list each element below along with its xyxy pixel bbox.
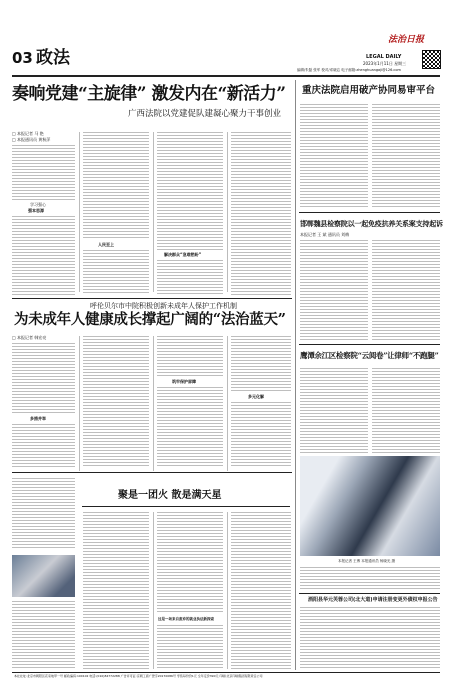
right-mid-headline: 邯郸魏县检察院以一起免疫抗养关系案支持起诉 [300,219,443,228]
editors-line: 编辑/朱磊 张军 校对/邓晓忘 电子邮箱:zhenghuangaji@126.com [297,68,401,72]
feature-photo [300,456,440,556]
page-number: 03 [12,49,33,67]
consumer-crosshead: 这是一场来自废弃的就业执法新探索 [158,617,214,621]
masthead-en: LEGAL DAILY [366,54,402,60]
main-byline: □ 本报记者 马 艳 [12,131,44,136]
article-photo-small [12,555,75,597]
juv-crosshead-2: 筑牢保护屏障 [172,379,196,384]
right-bottom-headline: 酒阳县华元芙蓉公司(北大道)申请注册变更外债权申报公告 [308,597,438,603]
juvenile-byline: □ 本报记者 韩宏亮 [12,335,47,340]
feature-photo-caption: 本报记者 王博 本报通讯员 杨晓光 摄 [338,559,395,563]
juv-crosshead-3: 多元化解 [248,394,264,399]
right-mid-byline: 本报记者 王 斌 通讯员 刘梅 [300,232,350,237]
juv-crosshead-1: 多措并举 [30,416,46,421]
masthead: 法治日报 [388,35,425,45]
crosshead-3: 人民至上 [98,242,114,247]
juvenile-kicker: 呼伦贝尔市中院积极创新未成年人保护工作机制 [90,302,237,310]
issue-date: 2023年1月11日 星期三 [363,61,407,66]
crosshead-1: 学习强心 [30,202,46,207]
page-footer: 本社社址:北京市朝阳区花家地甲一号 邮政编码:100102 电话:(010)84772288 广告许可证:京朝工商广登字20170086号 零售每份价1元 全年定价390元 印刷:北京印刷集团有限责任公司 [14,674,263,678]
right-feature-headline: 鹰潭余江区检察院“云阅卷”让律师“不跑腿” [300,351,439,360]
crosshead-2: 强本思源 [28,208,44,213]
main-headline: 奏响党建“主旋律” 激发内在“新活力” [12,84,286,104]
section-title: 政法 [36,48,70,68]
crosshead-4: 解决群众“急难愁盼” [164,252,202,257]
right-top-headline: 重庆法院启用破产协同易审平台 [302,85,436,96]
consumer-headline: 聚是一团火 散是满天星 [118,490,222,501]
qr-code-icon [422,50,441,69]
main-subhead: 广西法院以党建促队建凝心聚力干事创业 [128,109,282,119]
main-byline-2: □ 本报通讯员 黄秋萍 [12,137,51,142]
juvenile-headline: 为未成年人健康成长撑起广阔的“法治蓝天” [14,311,286,328]
